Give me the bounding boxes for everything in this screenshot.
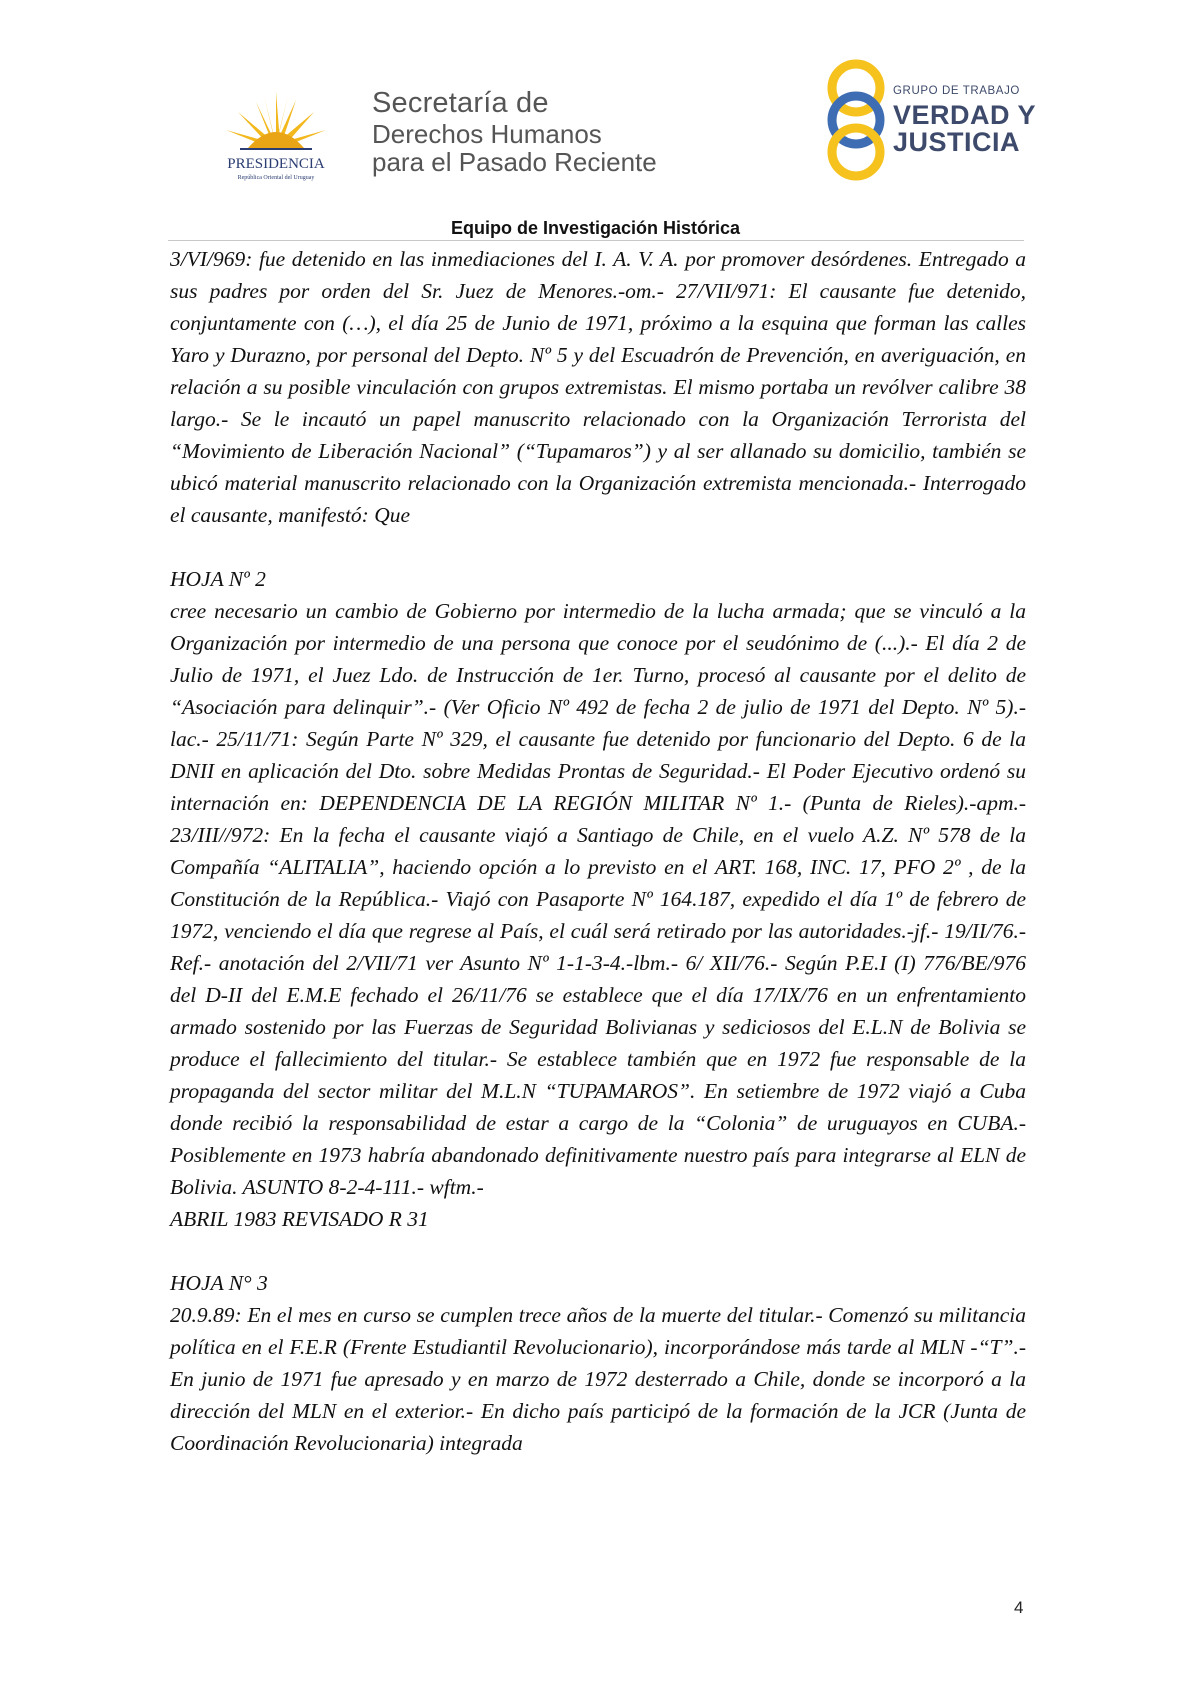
- document-body: [170, 243, 1026, 1459]
- paragraph-3: 20.9.89: En el mes en curso se cumplen trece años de la muerte del titular.- Comenzó su militancia política en el F.E.R (Frente Estudiantil Revolucionario), incorporándose más tarde al MLN -“T”.- En junio de 1971 fue apresado y en marzo de 1972 desterrado a Chile, donde se incorporó a la dirección del MLN en el exterior.- En dicho país participó de la formación de la JCR (Junta de Coordinación Revolucionaria) integrada: [170, 1303, 1026, 1455]
- heading-hoja-3: HOJA N° 3: [170, 1271, 268, 1295]
- presidencia-subtitle: República Oriental del Uruguay: [237, 175, 315, 181]
- page-number: 4: [1014, 1598, 1024, 1617]
- grupo-line1: GRUPO DE TRABAJO: [893, 85, 1020, 97]
- rings-logo-icon: [822, 58, 892, 183]
- presidencia-label: PRESIDENCIA: [227, 156, 325, 172]
- header-divider: [168, 240, 1024, 241]
- secretaria-title: [372, 88, 657, 177]
- presidencia-logo: [196, 82, 356, 182]
- secretaria-line1: Secretaría de: [372, 87, 549, 119]
- spacer: [170, 1235, 1026, 1267]
- grupo-line2: VERDAD Y: [893, 99, 1037, 130]
- spacer: [170, 531, 1026, 563]
- grupo-trabajo-text: [893, 86, 1036, 156]
- paragraph-1: 3/VI/969: fue detenido en las inmediaciones del I. A. V. A. por promover desórdenes. Entregado a sus padres por orden del Sr. Juez de Menores.-om.- 27/VII/971: El causante fue detenido, conjuntamente con (…), el día 25 de Junio de 1971, próximo a la esquina que forman las calles Yaro y Durazno, por personal del Depto. Nº 5 y del Escuadrón de Prevención, en averiguación, en relación a su posible vinculación con grupos extremistas. El mismo portaba un revólver calibre 38 largo.- Se le incautó un papel manuscrito relacionado con la Organización Terrorista del “Movimiento de Liberación Nacional” (“Tupamaros”) y al ser allanado su domicilio, también se ubicó material manuscrito relacionado con la Organización extremista mencionada.- Interrogado el causante, manifestó: Que: [170, 247, 1026, 527]
- secretaria-line3: para el Pasado Reciente: [372, 147, 657, 178]
- page-header: [0, 0, 1191, 240]
- sun-icon: [196, 82, 356, 182]
- team-title: Equipo de Investigación Histórica: [450, 218, 741, 238]
- revisado-note: ABRIL 1983 REVISADO R 31: [170, 1207, 429, 1231]
- paragraph-2: cree necesario un cambio de Gobierno por intermedio de la lucha armada; que se vinculó a la Organización por intermedio de una persona que conoce por el seudónimo de (...).- El día 2 de Julio de 1971, el Juez Ldo. de Instrucción de 1er. Turno, procesó al causante por el delito de “Asociación para delinquir”.- (Ver Oficio Nº 492 de fecha 2 de julio de 1971 del Depto. Nº 5).- lac.- 25/11/71: Según Parte Nº 329, el causante fue detenido por funcionario del Depto. 6 de la DNII en aplicación del Dto. sobre Medidas Prontas de Seguridad.- El Poder Ejecutivo ordenó su internación en: DEPENDENCIA DE LA REGIÓN MILITAR Nº 1.- (Punta de Rieles).-apm.- 23/III//972: En la fecha el causante viajó a Santiago de Chile, en el vuelo A.Z. Nº 578 de la Compañía “ALITALIA”, haciendo opción a lo previsto en el ART. 168, INC. 17, PFO 2º , de la Constitución de la República.- Viajó con Pasaporte Nº 164.187, expedido el día 1º de febrero de 1972, venciendo el día que regrese al País, el cuál será retirado por las autoridades.-jf.- 19/II/76.- Ref.- anotación del 2/VII/71 ver Asunto Nº 1-1-3-4.-lbm.- 6/ XII/76.- Según P.E.I (I) 776/BE/976 del D-II del E.M.E fechado el 26/11/76 se establece que el día 17/IX/76 en un enfrentamiento armado sostenido por las Fuerzas de Seguridad Bolivianas y sediciosos del E.L.N de Bolivia se produce el fallecimiento del titular.- Se establece también que en 1972 fue responsable de la propaganda del sector militar del M.L.N “TUPAMAROS”. En setiembre de 1972 viajó a Cuba donde recibió la responsabilidad de estar a cargo de la “Colonia” de uruguayos en CUBA.- Posiblemente en 1973 habría abandonado definitivamente nuestro país para integrarse al ELN de Bolivia. ASUNTO 8-2-4-111.- wftm.-: [170, 599, 1026, 1199]
- heading-hoja-2: HOJA Nº 2: [170, 567, 266, 591]
- grupo-line3: JUSTICIA: [893, 126, 1021, 157]
- secretaria-line2: Derechos Humanos: [372, 118, 602, 149]
